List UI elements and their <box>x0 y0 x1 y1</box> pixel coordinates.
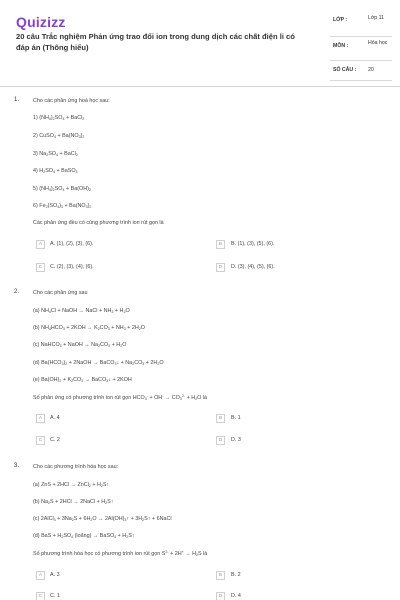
option-a-text[interactable]: A. 3 <box>50 572 60 578</box>
option-c-box[interactable]: C <box>36 263 45 272</box>
reaction-item: 1) $(NH_4)_2SO_4$ + BaCl$_2$ <box>33 115 85 121</box>
reaction-item: (c) 2AlCl$_3$ + $3Na_2S + 6H_2O$ → $2Al(OH)_3↑$ + $3H_2S↑$ + 6NaCl <box>33 516 172 522</box>
reaction-item: (b) $Na_2S + 2HCl$ → 2NaCl + $H_2S↑$ <box>33 499 114 505</box>
reaction-item: (d) $Ba(HCO_3)_2$ + 2NaOH → BaCO$_3$↓ + $Na_2CO_3 + 2H_2O$ <box>33 360 164 366</box>
reaction-item: (d) BaS + $H_2SO_4$ (loãng) → BaSO$_4$ + $H_2S↑$ <box>33 533 135 539</box>
option-a-text[interactable]: A. 4 <box>50 415 60 421</box>
option-b-text[interactable]: B. 2 <box>231 572 241 578</box>
reaction-item: (a) ZnS + 2HCl → ZnCl$_2$ + $H_2S↑$ <box>33 482 110 488</box>
reaction-item: 5) $(NH_4)_2SO_4 + Ba(OH)_2$ <box>33 186 91 192</box>
quizizz-logo: Quizizz <box>16 14 66 30</box>
subject-label: MÔN : <box>333 43 349 49</box>
question-number: 1. <box>14 97 20 103</box>
option-b-box[interactable]: B <box>216 240 225 249</box>
meta-divider <box>330 80 392 81</box>
reaction-item: 3) $Na_2SO_4$ + BaCl$_2$ <box>33 151 78 157</box>
option-a-box[interactable]: A <box>36 240 45 249</box>
class-value: Lớp 11 <box>368 15 384 21</box>
question-prompt: Các phản ứng đều có cùng phương trình ion rút gọn là <box>33 220 164 226</box>
option-d-box[interactable]: D <box>216 436 225 445</box>
question-prompt: Số phản ứng có phương trình ion rút gọn $HCO_3^- + OH^- \to CO_3^{2-} + H_2O$ là <box>33 394 208 401</box>
option-b-box[interactable]: B <box>216 414 225 423</box>
header-divider <box>0 86 400 87</box>
option-c-text[interactable]: C. (2), (3), (4), (6). <box>50 264 94 270</box>
worksheet-header <box>0 0 400 86</box>
meta-divider <box>330 60 392 61</box>
class-label: LỚP : <box>333 17 348 23</box>
option-a-box[interactable]: A <box>36 571 45 580</box>
reaction-item: 2) CuSO$_4$ + $Ba(NO_3)_2$ <box>33 133 85 139</box>
reaction-item: (b) $NH_4HCO_3 + 2KOH \to K_2CO_3 + NH_3 + 2H_2O$ <box>33 325 145 331</box>
reaction-item: (a) $NH_4Cl$ + NaOH → NaCl + $NH_3 + H_2O$ <box>33 308 130 314</box>
question-intro: Cho các phản ứng hoá học sau: <box>33 98 110 104</box>
option-d-text[interactable]: D. 3 <box>231 437 241 443</box>
meta-divider <box>330 36 392 37</box>
subject-value: Hóa học <box>368 40 388 46</box>
option-a-text[interactable]: A. (1), (2), (3), (6). <box>50 241 94 247</box>
option-d-text[interactable]: D. 4 <box>231 593 241 599</box>
count-label: SỐ CÂU : <box>333 67 357 73</box>
reaction-item: (e) $Ba(OH)_2 + K_2CO_3$ → BaCO$_3$↓ + 2KOH <box>33 377 132 383</box>
question-prompt: Số phương trình hóa học có phương trình ion rút gọn $S^{2-} + 2H^+ \to H_2S$ là <box>33 550 208 557</box>
question-number: 2. <box>14 289 20 295</box>
option-a-box[interactable]: A <box>36 414 45 423</box>
option-c-box[interactable]: C <box>36 592 45 600</box>
reaction-item: 6) $Fe_2(SO_4)_3 + Ba(NO_3)_2$ <box>33 203 92 209</box>
reaction-item: (c) NaHCO$_3$ + NaOH → $Na_2CO_3 + H_2O$ <box>33 342 127 348</box>
question-intro: Cho các phương trình hóa học sau: <box>33 464 119 470</box>
option-b-text[interactable]: B. (1), (3), (5), (6). <box>231 241 275 247</box>
option-b-box[interactable]: B <box>216 571 225 580</box>
option-c-text[interactable]: C. 2 <box>50 437 60 443</box>
reaction-item: 4) $H_2SO_4$ + BaSO$_3$ <box>33 168 78 174</box>
question-number: 3. <box>14 463 20 469</box>
option-b-text[interactable]: B. 1 <box>231 415 241 421</box>
option-c-text[interactable]: C. 1 <box>50 593 60 599</box>
count-value: 20 <box>368 67 374 73</box>
option-d-box[interactable]: D <box>216 592 225 600</box>
option-d-text[interactable]: D. (3), (4), (5), (6). <box>231 264 275 270</box>
worksheet-title: 20 câu Trắc nghiệm Phản ứng trao đổi ion trong dung dịch các chất điện li có đáp án (Thông hiểu) <box>16 32 295 52</box>
option-d-box[interactable]: D <box>216 263 225 272</box>
question-intro: Cho các phản ứng sau <box>33 290 88 296</box>
option-c-box[interactable]: C <box>36 436 45 445</box>
